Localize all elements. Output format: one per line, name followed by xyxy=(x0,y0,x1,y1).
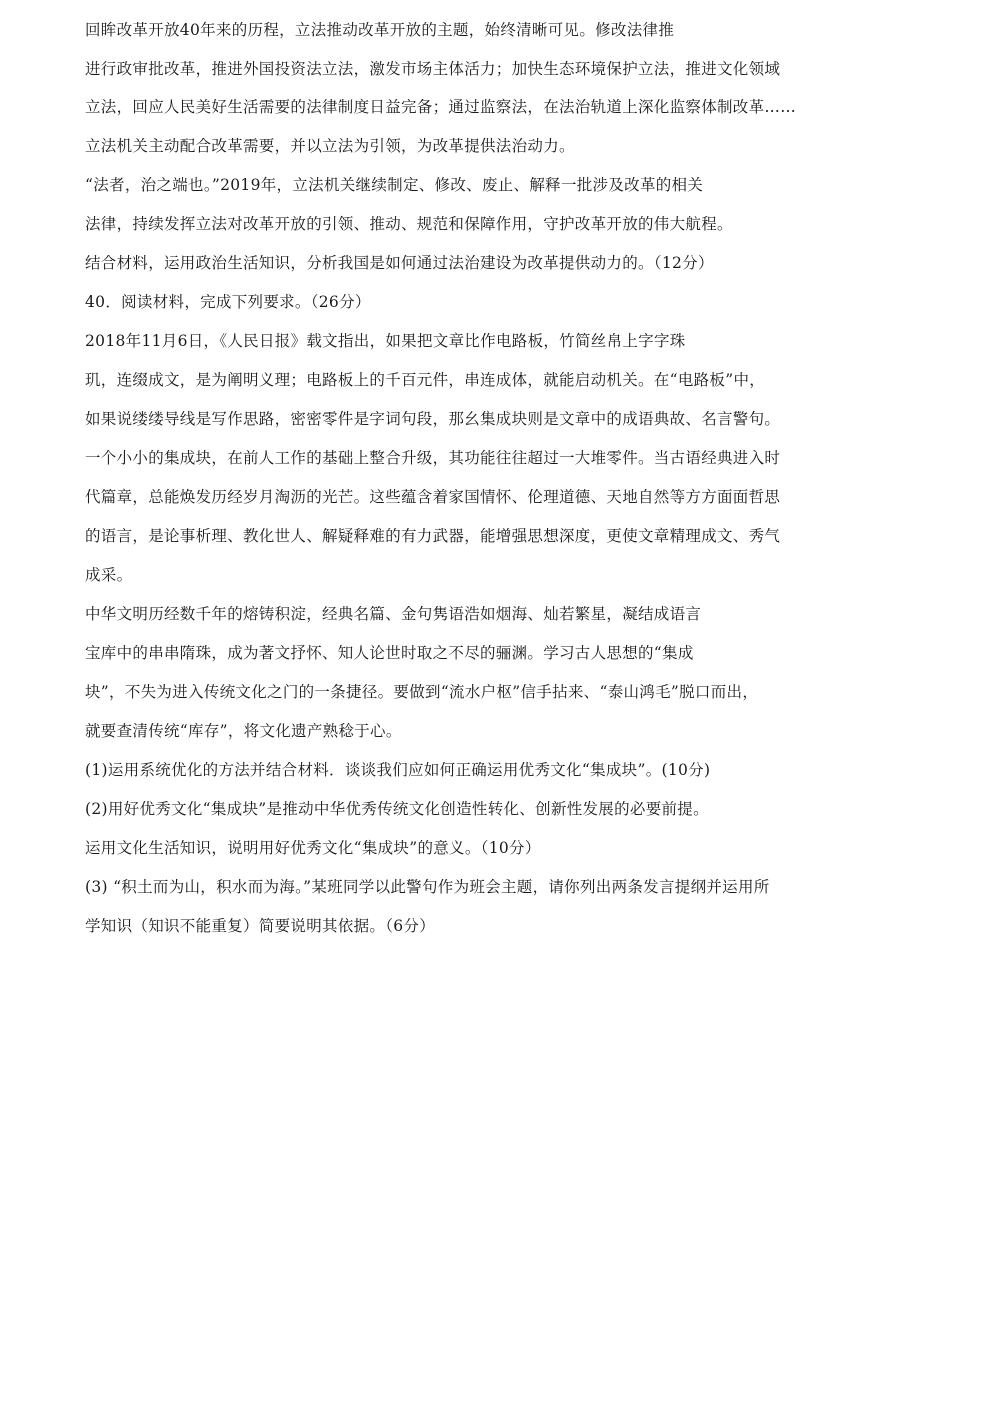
text-line: 2018年11月6日，《人民日报》载文指出，如果把文章比作电路板，竹简丝帛上字字珠 xyxy=(85,332,686,350)
sub-question-1: (1)运用系统优化的方法并结合材料．谈谈我们应如何正确运用优秀文化“集成块”。(10分) xyxy=(85,761,711,779)
text-line: 的语言，是论事析理、教化世人、解疑释难的有力武器，能增强思想深度，更使文章精理成文、秀气 xyxy=(85,527,781,545)
text-line: 立法，回应人民美好生活需要的法律制度日益完备；通过监察法，在法治轨道上深化监察体制改革…… xyxy=(85,98,797,116)
text-line: 宝库中的串串隋珠，成为著文抒怀、知人论世时取之不尽的骊渊。学习古人思想的“集成 xyxy=(85,644,694,662)
text-line: 回眸改革开放40年来的历程，立法推动改革开放的主题，始终清晰可见。修改法律推 xyxy=(85,21,675,39)
text-line: 玑，连缀成文，是为阐明义理；电路板上的千百元件，串连成体，就能启动机关。在“电路板”中， xyxy=(85,371,766,389)
text-line: 法律，持续发挥立法对改革开放的引领、推动、规范和保障作用，守护改革开放的伟大航程。 xyxy=(85,215,733,233)
text-line: 进行政审批改革，推进外国投资法立法，激发市场主体活力；加快生态环境保护立法，推进文化领域 xyxy=(85,60,781,78)
sub-question-3-cont: 学知识（知识不能重复）简要说明其依据。（6分） xyxy=(85,917,436,935)
text-line: 就要查清传统“库存”，将文化遗产熟稔于心。 xyxy=(85,722,402,740)
text-line: 立法机关主动配合改革需要，并以立法为引领，为改革提供法治动力。 xyxy=(85,137,575,155)
text-line: “法者，治之端也。”2019年，立法机关继续制定、修改、废止、解释一批涉及改革的相关 xyxy=(85,176,704,194)
text-line: 块”，不失为进入传统文化之门的一条捷径。要做到“流水户枢”信手拈来、“泰山鸿毛”脱口而出， xyxy=(85,683,759,701)
text-line: 成采。 xyxy=(85,566,133,584)
text-line: 如果说缕缕导线是写作思路，密密零件是字词句段，那幺集成块则是文章中的成语典故、名言警句。 xyxy=(85,410,781,428)
sub-question-2: (2)用好优秀文化“集成块”是推动中华优秀传统文化创造性转化、创新性发展的必要前提。 xyxy=(85,800,709,818)
sub-question-2-prompt: 运用文化生活知识，说明用好优秀文化“集成块”的意义。（10分） xyxy=(85,839,541,857)
text-line: 中华文明历经数千年的熔铸积淀，经典名篇、金句隽语浩如烟海、灿若繁星，凝结成语言 xyxy=(85,605,702,623)
question-40-heading: 40．阅读材料，完成下列要求。（26分） xyxy=(85,293,371,311)
sub-question-3: (3) “积土而为山，积水而为海。”某班同学以此警句作为班会主题，请你列出两条发言提纲并运用所 xyxy=(85,878,770,896)
question-39-prompt: 结合材料，运用政治生活知识，分析我国是如何通过法治建设为改革提供动力的。（12分） xyxy=(85,254,714,272)
text-line: 一个小小的集成块，在前人工作的基础上整合升级，其功能往往超过一大堆零件。当古语经典进入时 xyxy=(85,449,781,467)
text-line: 代篇章，总能焕发历经岁月淘沥的光芒。这些蕴含着家国情怀、伦理道德、天地自然等方方面面哲思 xyxy=(85,488,781,506)
